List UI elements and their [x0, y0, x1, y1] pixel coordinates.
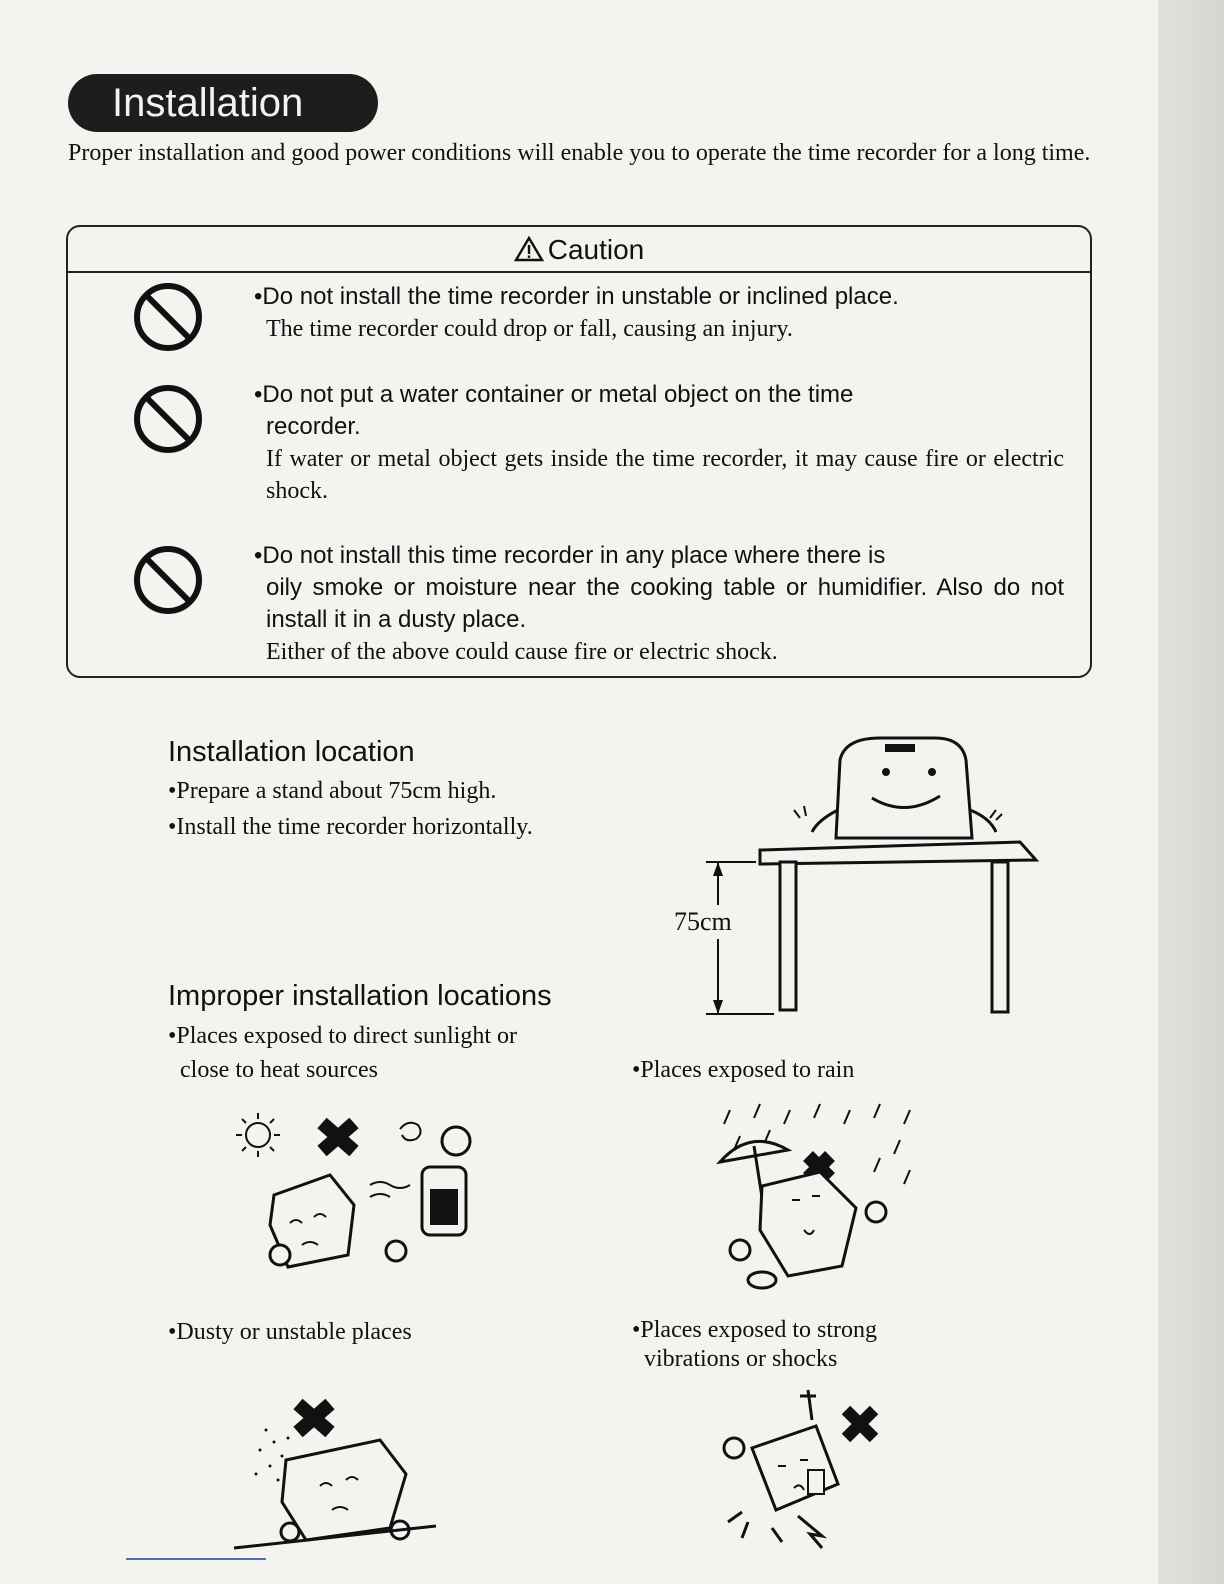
page-edge-shadow [1158, 0, 1224, 1584]
caution-item-2-main-first: •Do not put a water container or metal object on the time [254, 381, 854, 408]
caution-header [68, 227, 1090, 273]
caution-item-1-main: •Do not install the time recorder in unstable or inclined place. [254, 283, 899, 310]
improper-dusty: •Dusty or unstable places [168, 1319, 412, 1345]
table-time-recorder-illustration [700, 730, 1050, 1020]
caution-item-3-main-rest: oily smoke or moisture near the cooking table or humidifier. Also do not install it in a dusty place. [266, 574, 1064, 633]
improper-rain: •Places exposed to rain [632, 1057, 855, 1083]
intro-paragraph: Proper installation and good power conditions will enable you to operate the time recorder for a long time. [68, 140, 1091, 166]
warning-triangle-icon [514, 236, 544, 262]
caution-item-1-sub: The time recorder could drop or fall, causing an injury. [266, 316, 793, 342]
improper-locations-title: Improper installation locations [168, 980, 552, 1012]
page-title: Installation [68, 74, 378, 132]
improper-vibration-line1: •Places exposed to strong [632, 1317, 878, 1343]
caution-item-2-sub: If water or metal object gets inside the time recorder, it may cause fire or electric shock. [266, 446, 1064, 504]
prohibition-icon [132, 281, 204, 353]
height-label: 75cm [670, 905, 736, 939]
caution-item-3-main-first: •Do not install this time recorder in any place where there is [254, 542, 886, 569]
location-bullet-stand: •Prepare a stand about 75cm high. [168, 778, 497, 804]
caution-box [66, 225, 1092, 678]
footer-link-underline [126, 1558, 266, 1560]
sunlight-heat-illustration [230, 1105, 490, 1275]
improper-vibration-line2: vibrations or shocks [644, 1346, 838, 1372]
improper-sunlight-line1: •Places exposed to direct sunlight or [168, 1023, 517, 1049]
dusty-unstable-illustration [230, 1390, 450, 1560]
location-bullet-horizontal: •Install the time recorder horizontally. [168, 814, 533, 840]
rain-illustration [700, 1100, 930, 1290]
improper-sunlight-line2: close to heat sources [180, 1057, 378, 1083]
installation-location-title: Installation location [168, 736, 415, 768]
prohibition-icon [132, 383, 204, 455]
caution-item-2-main-rest: recorder. [266, 413, 361, 440]
vibration-shock-illustration [712, 1382, 892, 1562]
prohibition-icon [132, 544, 204, 616]
caution-item-3-sub: Either of the above could cause fire or electric shock. [266, 639, 778, 665]
caution-heading: Caution [547, 234, 645, 265]
